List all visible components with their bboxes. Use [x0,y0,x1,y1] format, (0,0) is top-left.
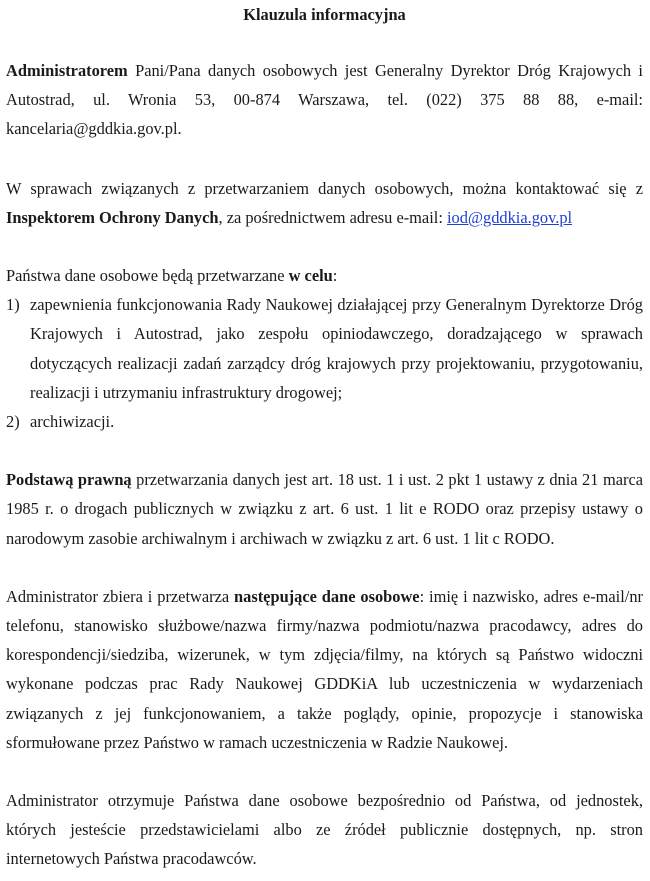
purpose-intro-end: : [332,266,338,286]
list-item-number: 1) [6,295,20,315]
legal-basis-text: przetwarzania danych jest art. 18 ust. 1 i ust. 2 pkt 1 ustawy z dnia 21 marca 1985 r. o drogach publicznych w związku z art. 6 ust. 1 lit e RODO oraz przepisy ustawy o narodowym zasobie archiwalnym i archiwach w związku z art. 6 ust. 1 lit c RODO. [6,470,643,548]
contact-paragraph [6,174,643,232]
legal-basis-paragraph [6,465,643,553]
administrator-text: Pani/Pana danych osobowych jest Generalny Dyrektor Dróg Krajowych i Autostrad, ul. Wronia 53, 00-874 Warszawa, tel. (022) 375 88 88, e-mail: kancelaria@gddkia.gov.pl. [6,61,643,139]
source-text: Administrator otrzymuje Państwa dane osobowe bezpośrednio od Państwa, od jednostek, których jesteście przedstawicielami albo ze źródeł publicznie dostępnych, np. stron internetowych Państwa pracodawców. [6,791,643,869]
purpose-intro-text: Państwa dane osobowe będą przetwarzane [6,266,289,286]
purpose-list [6,290,643,436]
iod-email-link[interactable]: iod@gddkia.gov.pl [446,207,573,227]
list-item-text: zapewnienia funkcjonowania Rady Naukowej działającej przy Generalnym Dyrektorze Dróg Krajowych i Autostrad, jako zespołu opiniodawczego, doradzającego w sprawach dotyczących realizacji zadań zarządcy dróg krajowych przy projektowaniu, przygotowaniu, realizacji i utrzymaniu infrastruktury drogowej; [30,295,643,402]
data-collected-paragraph [6,582,643,757]
contact-label: Inspektorem Ochrony Danych [6,207,219,227]
source-paragraph [6,786,643,874]
legal-basis-label: Podstawą prawną [6,470,132,490]
data-collected-text-after: : imię i nazwisko, adres e-mail/nr telefonu, stanowisko służbowe/nazwa firmy/nazwa podmiotu/nazwa pracodawcy, adres do korespondencji/siedziba, wizerunek, w tym zdjęcia/filmy, na których są Państwo widoczni wykonane podczas prac Rady Naukowej GDDKiA lub uczestniczenia w wydarzeniach związanych z jej funkcjonowaniem, a także poglądy, opinie, propozycje i stanowiska sformułowane przez Państwo w ramach uczestniczenia w Radzie Naukowej. [6,586,643,752]
contact-text-before: W sprawach związanych z przetwarzaniem danych osobowych, można kontaktować się z [6,178,643,198]
list-item-text: archiwizacji. [30,412,115,432]
list-item [6,290,643,407]
administrator-paragraph [6,56,643,144]
data-collected-label: następujące dane osobowe [234,586,420,606]
list-item [6,407,643,436]
purpose-intro [6,261,643,290]
list-item-number: 2) [6,412,20,432]
document-page [0,5,650,881]
purpose-intro-bold: w celu [288,266,333,286]
data-collected-text-before: Administrator zbiera i przetwarza [6,586,235,606]
contact-text-after: , za pośrednictwem adresu e-mail: [218,207,447,227]
document-title: Klauzula informacyjna [243,5,406,24]
administrator-label: Administratorem [6,61,128,80]
